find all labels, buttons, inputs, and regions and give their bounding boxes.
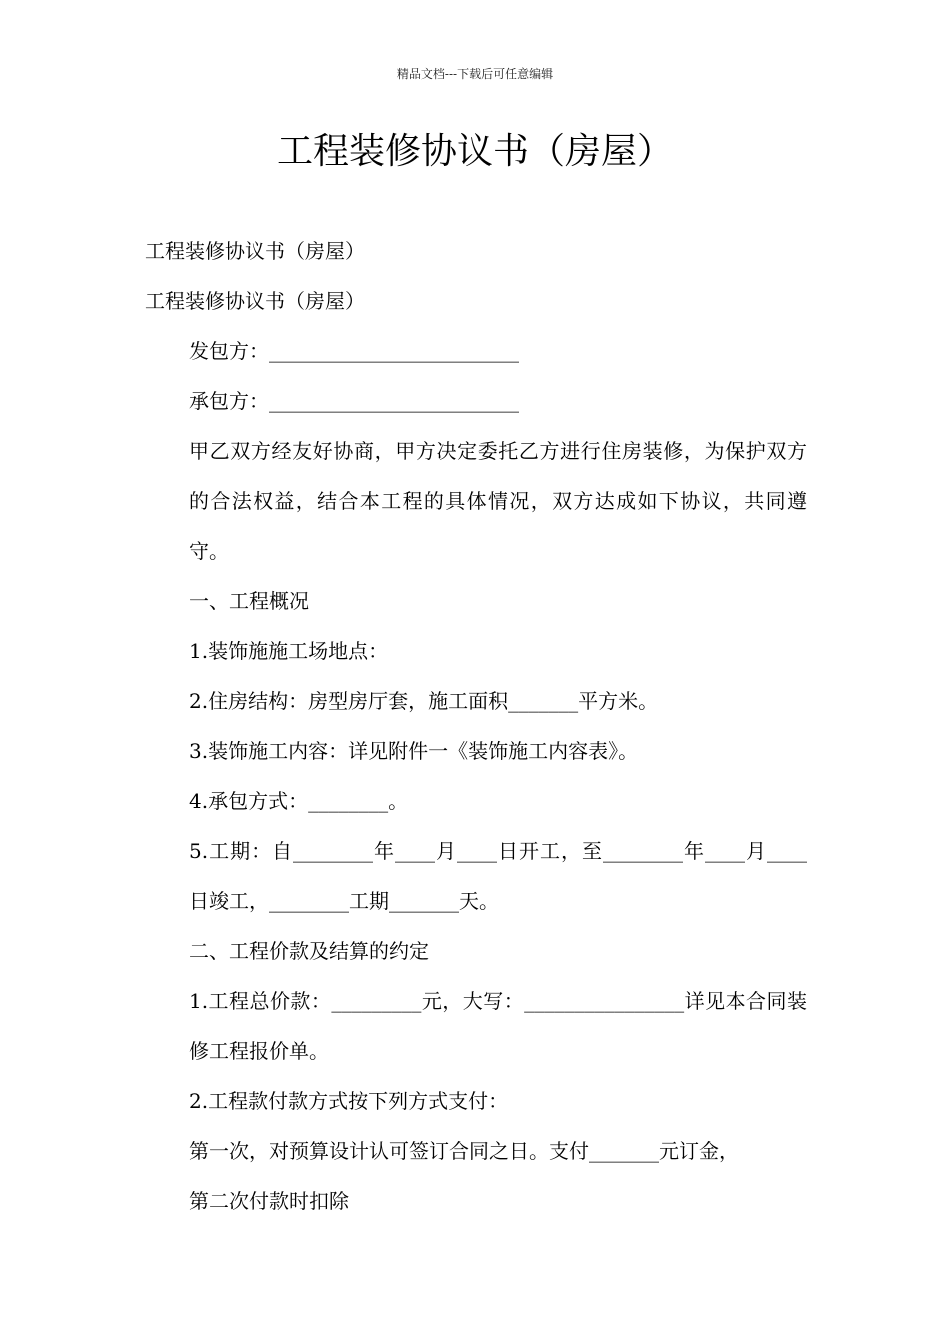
clause-1-1: 1.装饰施施工场地点： xyxy=(189,639,389,663)
section-2-heading: 二、工程价款及结算的约定 xyxy=(189,939,429,963)
clause-1-4: 4.承包方式：________。 xyxy=(189,789,409,813)
clause-1-3: 3.装饰施工内容：详见附件一《装饰施工内容表》。 xyxy=(189,739,639,763)
subtitle-line-2: 工程装修协议书（房屋） xyxy=(145,289,365,313)
payment-second: 第二次付款时扣除 xyxy=(189,1189,349,1213)
payment-first: 第一次，对预算设计认可签订合同之日。支付_______元订金， xyxy=(189,1139,739,1163)
subtitle-line-1: 工程装修协议书（房屋） xyxy=(145,239,365,263)
party-a-line: 发包方：_________________________ xyxy=(189,339,519,363)
page-header-note: 精品文档---下载后可任意编辑 xyxy=(396,67,554,81)
intro-paragraph: 甲乙双方经友好协商，甲方决定委托乙方进行住房装修，为保护双方的合法权益，结合本工程的具体情况，双方达成如下协议，共同遵守。 xyxy=(189,439,807,563)
clause-1-2: 2.住房结构：房型房厅套，施工面积_______平方米。 xyxy=(189,689,659,713)
clause-1-5: 5.工期：自________年____月____日开工，至________年____月____日竣工，________工期_______天。 xyxy=(189,839,807,913)
document-body xyxy=(145,226,807,1226)
clause-2-2: 2.工程款付款方式按下列方式支付： xyxy=(189,1089,509,1113)
section-1-heading: 一、工程概况 xyxy=(189,589,309,613)
clause-2-1: 1.工程总价款：_________元，大写：________________详见本合同装修工程报价单。 xyxy=(189,989,807,1063)
party-b-line: 承包方：_________________________ xyxy=(189,389,519,413)
document-title: 工程装修协议书（房屋） xyxy=(276,131,673,172)
